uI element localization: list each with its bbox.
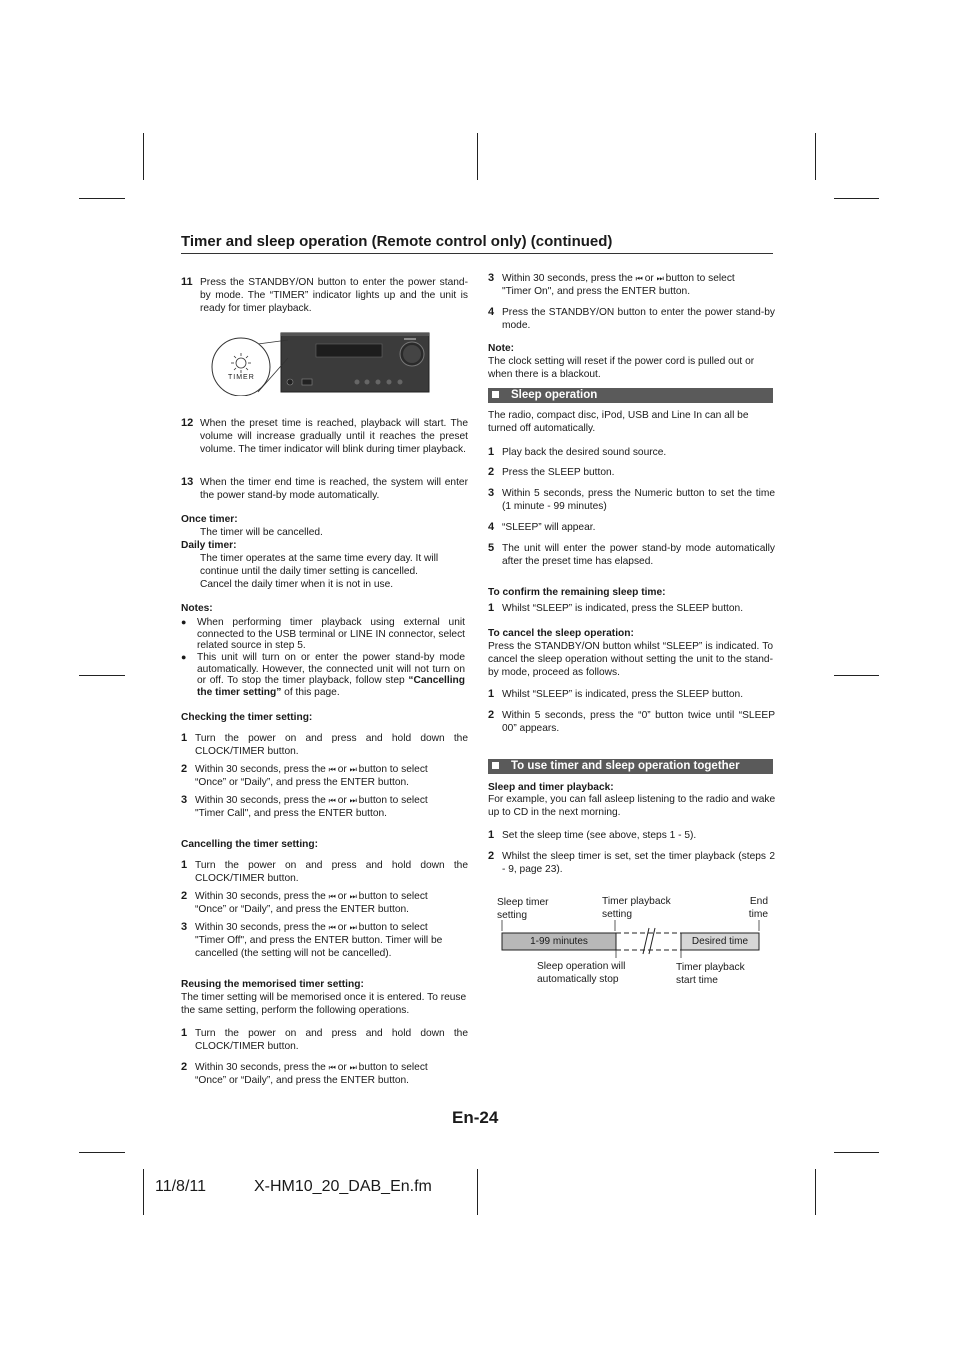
step-number: 1 xyxy=(181,732,188,744)
checking-heading: Checking the timer setting: xyxy=(181,712,313,723)
step-text: When the timer end time is reached, the system will enter the power stand-by mode automatically. xyxy=(200,477,468,501)
receiver-unit-icon xyxy=(210,330,432,396)
crop-mark xyxy=(477,1169,478,1215)
step-number: 11 xyxy=(181,276,193,288)
step-number: 4 xyxy=(488,521,495,533)
cancelling-heading: Cancelling the timer setting: xyxy=(181,839,318,850)
step-text: When the preset time is reached, playback will start. The volume will increase gradually until it reaches the preset volume. The timer indicator will blink during timer playback. xyxy=(200,418,468,455)
bullet-icon: ● xyxy=(181,617,187,627)
end-time-label: End time xyxy=(748,896,768,920)
step-text: Press the STANDBY/ON button to enter the power stand-by mode. xyxy=(502,307,775,331)
playback-start-label: Timer playback start time xyxy=(676,962,745,986)
next-skip-icon: ⏭ xyxy=(349,923,356,932)
footer-date: 11/8/11 xyxy=(155,1178,207,1195)
daily-timer-text: The timer operates at the same time every day. It will continue until the daily timer setting is cancelled. xyxy=(200,553,439,577)
timer-playback-setting-label: Timer playback setting xyxy=(602,896,671,920)
cancel-sleep-text: Press the STANDBY/ON button whilst “SLEEP” is indicated. To cancel the sleep operation without setting the unit to the stand-by mode, proceed as follows. xyxy=(488,641,773,678)
crop-mark xyxy=(477,133,478,180)
note-text: When performing timer playback using external unit connected to the USB terminal or LINE IN connector, select related source in step 5. xyxy=(197,617,465,652)
step-text: Play back the desired sound source. xyxy=(502,447,667,458)
next-skip-icon: ⏭ xyxy=(349,892,356,901)
crop-mark xyxy=(79,675,125,676)
step-text: Within 30 seconds, press the ⏮ or ⏭ button to select “Once” or “Daily”, and press the ENTER button. xyxy=(195,764,428,788)
step-number: 2 xyxy=(488,850,495,862)
next-skip-icon: ⏭ xyxy=(349,796,356,805)
once-timer-heading: Once timer: xyxy=(181,514,238,525)
step-number: 2 xyxy=(488,466,495,478)
step-number: 3 xyxy=(181,794,188,806)
previous-skip-icon: ⏮ xyxy=(328,1063,335,1072)
crop-mark xyxy=(79,198,125,199)
step-text: Press the STANDBY/ON button to enter the power stand-by mode. The “TIMER” indicator lights up and the unit is ready for timer playback. xyxy=(200,277,468,314)
reusing-intro: The timer setting will be memorised once it is entered. To reuse the same setting, perform the following operations. xyxy=(181,992,467,1016)
page-number: En-24 xyxy=(452,1108,499,1127)
step-text: The unit will enter the power stand-by mode automatically after the preset time has elapsed. xyxy=(502,543,775,567)
sleep-timer-heading: Sleep and timer playback: xyxy=(488,782,614,793)
minutes-box-label: 1-99 minutes xyxy=(530,936,588,947)
crop-mark xyxy=(815,1169,816,1215)
step-number: 1 xyxy=(488,446,495,458)
daily-timer-text: Cancel the daily timer when it is not in use. xyxy=(200,579,394,590)
next-skip-icon: ⏭ xyxy=(656,274,663,283)
step-text: Whilst “SLEEP” is indicated, press the SLEEP button. xyxy=(502,603,744,614)
step-number: 13 xyxy=(181,476,194,488)
step-number: 4 xyxy=(488,306,495,318)
timer-label: TIMER xyxy=(228,374,255,381)
step-number: 2 xyxy=(181,890,188,902)
cancel-sleep-heading: To cancel the sleep operation: xyxy=(488,628,634,639)
reusing-heading: Reusing the memorised timer setting: xyxy=(181,979,364,990)
sleep-timer-setting-label: Sleep timer setting xyxy=(497,897,549,921)
previous-skip-icon: ⏮ xyxy=(328,796,335,805)
step-number: 5 xyxy=(488,542,495,554)
crop-mark xyxy=(143,133,144,180)
desired-time-box-label: Desired time xyxy=(691,936,749,947)
step-text: Within 30 seconds, press the ⏮ or ⏭ button to select "Timer Call", and press the ENTER button. xyxy=(195,795,428,819)
note-text: This unit will turn on or enter the power stand-by mode automatically. However, the connected unit will not turn on or off. To stop the timer playback, follow step “Cancelling the timer setting” of this page. xyxy=(197,652,465,698)
auto-stop-label: Sleep operation will automatically stop xyxy=(537,961,626,985)
step-number: 1 xyxy=(181,1027,188,1039)
step-text: Within 30 seconds, press the ⏮ or ⏭ button to select "Timer Off", and press the ENTER button. Timer will be cancelled (the setting will not be cancelled). xyxy=(195,922,443,959)
footer-filename: X-HM10_20_DAB_En.fm xyxy=(254,1178,432,1195)
step-text: Press the SLEEP button. xyxy=(502,467,615,478)
crop-mark xyxy=(143,1169,144,1215)
step-text: Turn the power on and press and hold down the CLOCK/TIMER button. xyxy=(195,860,468,884)
step-number: 1 xyxy=(488,829,495,841)
previous-skip-icon: ⏮ xyxy=(328,765,335,774)
step-text: Within 5 seconds, press the “0” button twice until “SLEEP 00” appears. xyxy=(502,710,775,734)
together-section-bar: To use timer and sleep operation together xyxy=(488,759,773,774)
note-text: The clock setting will reset if the power cord is pulled out or when there is a blackout. xyxy=(488,356,755,380)
step-number: 12 xyxy=(181,417,194,429)
crop-mark xyxy=(815,133,816,180)
sleep-intro: The radio, compact disc, iPod, USB and Line In can all be turned off automatically. xyxy=(488,410,749,434)
step-number: 3 xyxy=(181,921,188,933)
step-number: 2 xyxy=(181,763,188,775)
previous-skip-icon: ⏮ xyxy=(328,892,335,901)
crop-mark xyxy=(79,1152,125,1153)
step-text: Turn the power on and press and hold down the CLOCK/TIMER button. xyxy=(195,1028,468,1052)
daily-timer-heading: Daily timer: xyxy=(181,540,237,551)
sleep-timer-text: For example, you can fall asleep listening to the radio and wake up to CD in the next morning. xyxy=(488,794,776,818)
notes-heading: Notes: xyxy=(181,603,213,614)
step-number: 3 xyxy=(488,487,495,499)
next-skip-icon: ⏭ xyxy=(349,1063,356,1072)
step-text: Within 30 seconds, press the ⏮ or ⏭ button to select “Once” or “Daily”, and press the ENTER button. xyxy=(195,1062,428,1086)
crop-mark xyxy=(834,198,879,199)
step-text: Whilst “SLEEP” is indicated, press the SLEEP button. xyxy=(502,689,744,700)
once-timer-text: The timer will be cancelled. xyxy=(200,527,323,538)
bullet-icon: ● xyxy=(181,652,187,662)
next-skip-icon: ⏭ xyxy=(349,765,356,774)
step-text: “SLEEP” will appear. xyxy=(502,522,596,533)
crop-mark xyxy=(834,1152,879,1153)
step-number: 1 xyxy=(181,859,188,871)
page-title: Timer and sleep operation (Remote control only) (continued) xyxy=(181,233,773,254)
confirm-heading: To confirm the remaining sleep time: xyxy=(488,587,666,598)
previous-skip-icon: ⏮ xyxy=(635,274,642,283)
step-number: 2 xyxy=(181,1061,188,1073)
crop-mark xyxy=(834,675,879,676)
step-text: Within 30 seconds, press the ⏮ or ⏭ button to select "Timer On", and press the ENTER button. xyxy=(502,273,735,297)
step-text: Within 5 seconds, press the Numeric button to set the time (1 minute - 99 minutes) xyxy=(502,488,775,512)
previous-skip-icon: ⏮ xyxy=(328,923,335,932)
note-heading: Note: xyxy=(488,343,515,354)
step-text: Whilst the sleep timer is set, set the timer playback (steps 2 - 9, page 23). xyxy=(502,851,775,875)
step-number: 3 xyxy=(488,272,495,284)
step-text: Turn the power on and press and hold down the CLOCK/TIMER button. xyxy=(195,733,468,757)
step-text: Within 30 seconds, press the ⏮ or ⏭ button to select “Once” or “Daily”, and press the ENTER button. xyxy=(195,891,428,915)
step-number: 1 xyxy=(488,688,495,700)
step-number: 2 xyxy=(488,709,495,721)
sleep-operation-section-bar: Sleep operation xyxy=(488,388,773,403)
step-text: Set the sleep time (see above, steps 1 - 5). xyxy=(502,830,697,841)
step-number: 1 xyxy=(488,602,495,614)
